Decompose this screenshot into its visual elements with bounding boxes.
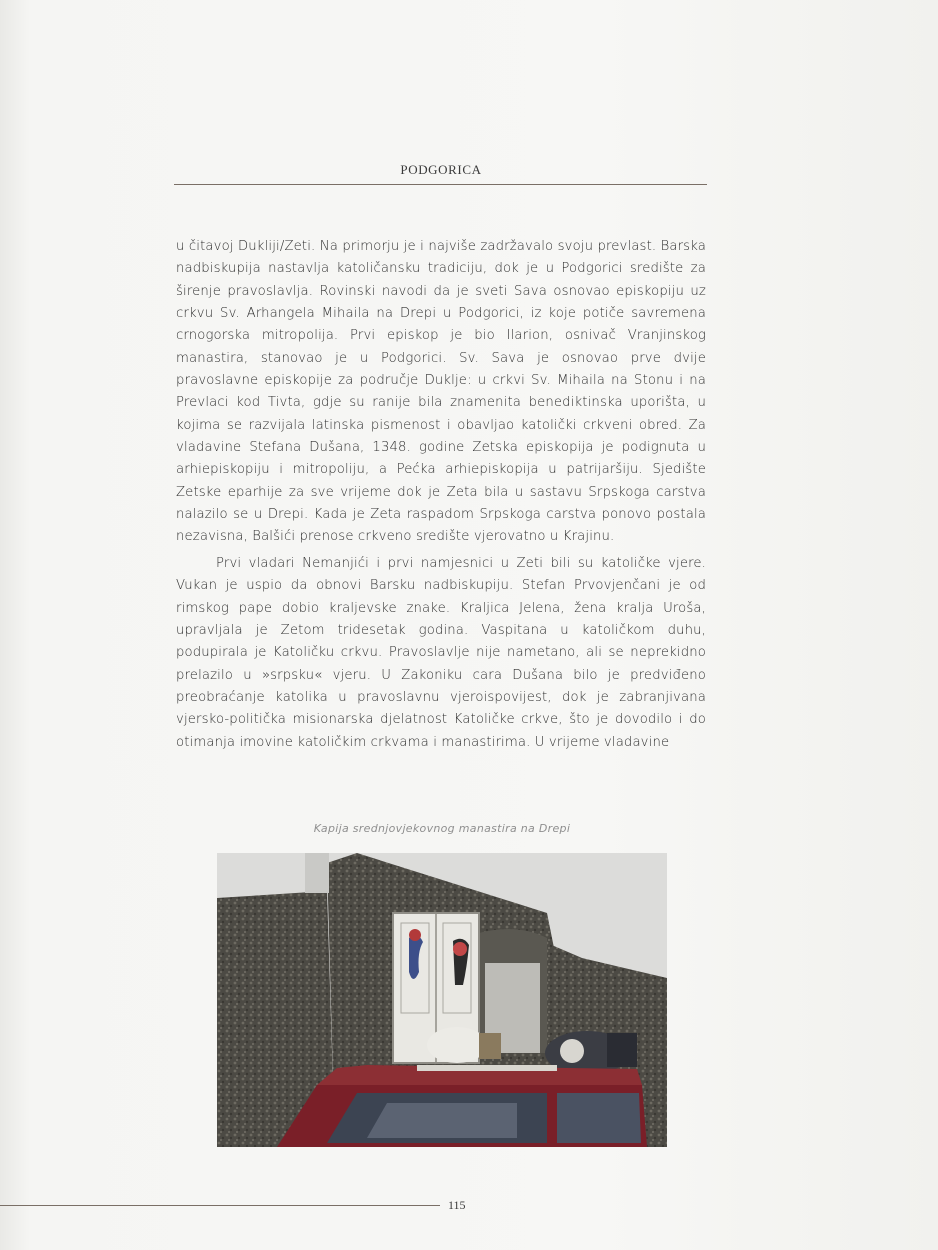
figure-caption: Kapija srednjovjekovnog manastira na Drepi	[313, 822, 571, 835]
monastery-gate-photo	[217, 853, 667, 1147]
running-header: PODGORICA	[400, 162, 482, 177]
paragraph-1: u čitavoj Dukliji/Zeti. Na primorju je i najviše zadržavalo svoju prevlast. Barska nadbiskupija nastavlja katoličansku tradiciju, dok je u Podgorici središte za širenje pravoslavlja. Rovinski navodi da je sveti Sava osnovao episkopiju uz crkvu Sv. Arhangela Mihaila na Drepi u Podgorici, iz koje potiče savremena crnogorska mitropolija. Prvi episkop je bio Ilarion, osnivač Vranjinskog manastira, stanovao je u Podgorici. Sv. Sava je osnovao prve dvije pravoslavne episkopije za područje Duklje: u crkvi Sv. Mihaila na Stonu i na Prevlaci kod Tivta, gdje su ranije bila znamenita benediktinska uporišta, u kojima se razvijala latinska pismenost i obavljao katolički crkveni obred. Za vladavine Stefana Dušana, 1348. godine Zetska episkopija je podignuta u arhiepiskopiju i mitropoliju, a Pećka arhiepiskopija u patrijaršiju. Sjedište Zetske eparhije za sve vrijeme dok je Zeta bila u sastavu Srpskoga carstva nalazilo se u Drepi. Kada je Zeta raspadom Srpskoga carstva ponovo postala nezavisna, Balšići prenose crkveno središte vjerovatno u Krajinu.	[176, 239, 706, 545]
header-rule	[174, 184, 707, 185]
body-text	[176, 236, 706, 754]
photo-illustration	[217, 853, 667, 1147]
footer-rule	[0, 1205, 440, 1206]
page-number: 115	[448, 1198, 466, 1212]
paragraph-2: Prvi vladari Nemanjići i prvi namjesnici u Zeti bili su katoličke vjere. Vukan je uspio da obnovi Barsku nadbiskupiju. Stefan Prvovjenčani je od rimskog pape dobio kraljevske znake. Kraljica Jelena, žena kralja Uroša, upravljala je Zetom tridesetak godina. Vaspitana u katoličkom duhu, podupirala je Katoličku crkvu. Pravoslavlje nije nametano, ali se neprekidno prelazilo u »srpsku« vjeru. U Zakoniku cara Dušana bilo je predviđeno preobraćanje katolika u pravoslavnu vjeroispovijest, dok je zabranjivana vjersko-politička misionarska djelatnost Katoličke crkve, što je dovodilo i do otimanja imovine katoličkim crkvama i manastirima. U vrijeme vladavine	[176, 555, 706, 750]
